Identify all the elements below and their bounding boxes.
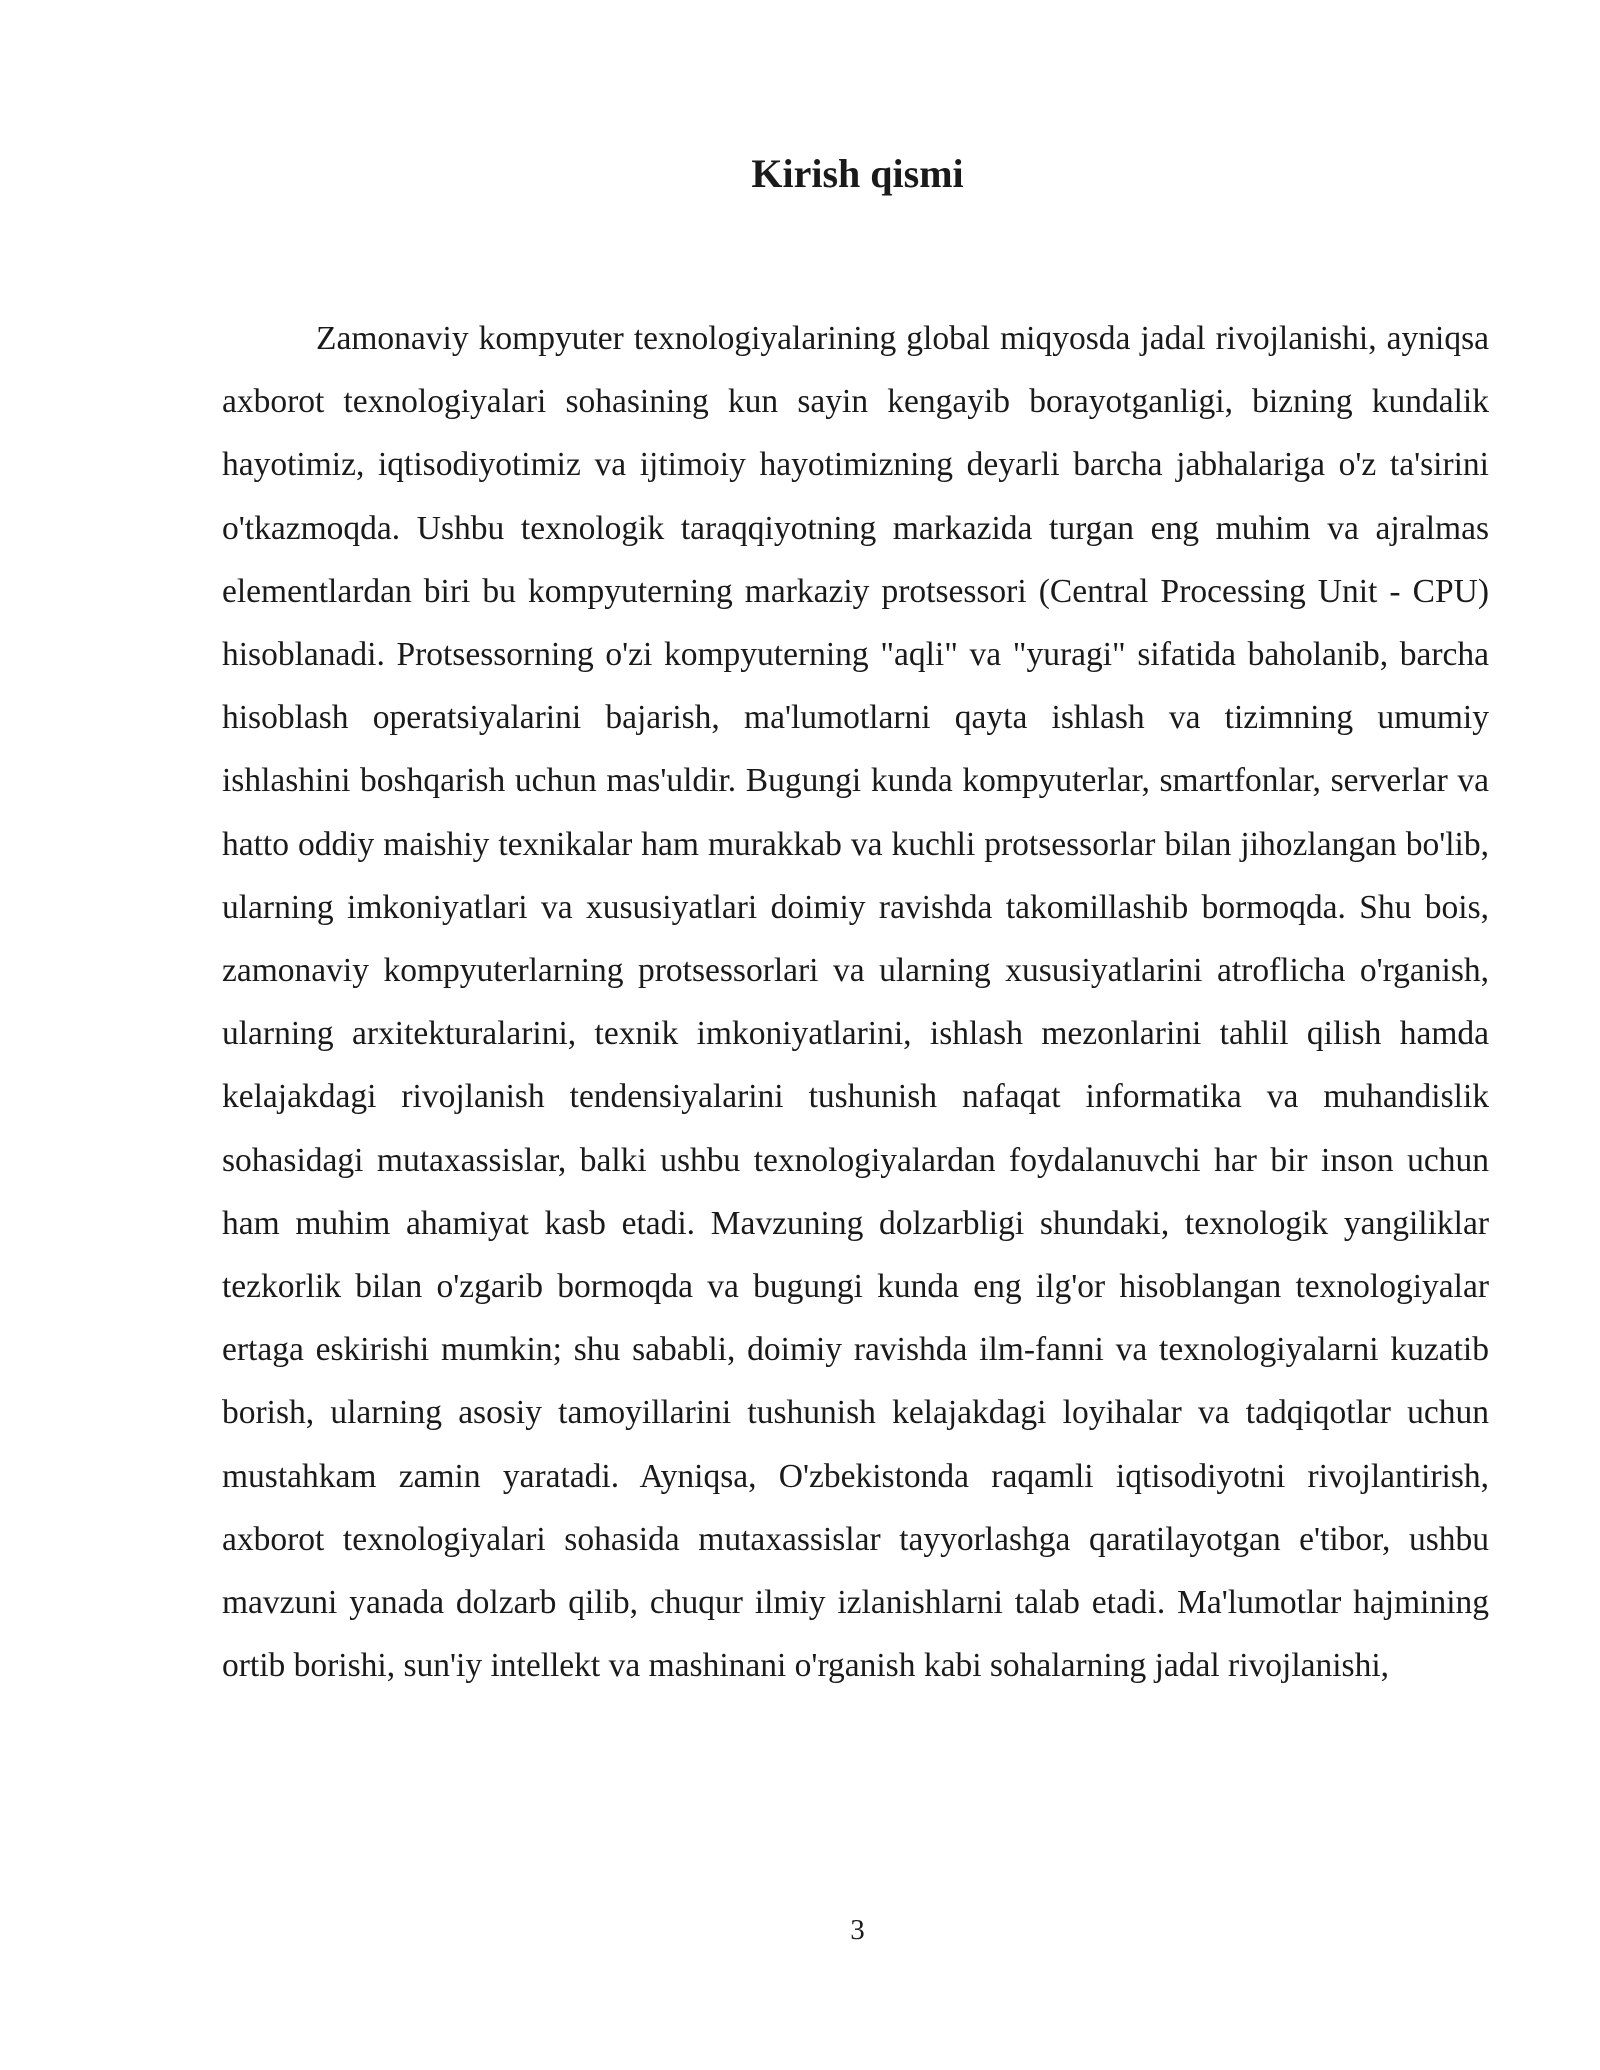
page-title: Kirish qismi (751, 151, 964, 196)
body-paragraph: Zamonaviy kompyuter texnologiyalarining global miqyosda jadal rivojlanishi, ayniqsa axborot texnologiyalari sohasining kun sayin kengayib borayotganligi, bizning kundalik hayotimiz, iqtisodiyotimiz va ijtimoiy hayotimizning deyarli barcha jabhalariga o'z ta'sirini o'tkazmoqda. Ushbu texnologik taraqqiyotning markazida turgan eng muhim va ajralmas elementlardan biri bu kompyuterning markaziy protsessori (Central Processing Unit - CPU) hisoblanadi. Protsessorning o'zi kompyuterning "aqli" va "yuragi" sifatida baholanib, barcha hisoblash operatsiyalarini bajarish, ma'lumotlarni qayta ishlash va tizimning umumiy ishlashini boshqarish uchun mas'uldir. Bugungi kunda kompyuterlar, smartfonlar, serverlar va hatto oddiy maishiy texnikalar ham murakkab va kuchli protsessorlar bilan jihozlangan bo'lib, ularning imkoniyatlari va xususiyatlari doimiy ravishda takomillashib bormoqda. Shu bois, zamonaviy kompyuterlarning protsessorlari va ularning xususiyatlarini atroflicha o'rganish, ularning arxitekturalarini, texnik imkoniyatlarini, ishlash mezonlarini tahlil qilish hamda kelajakdagi rivojlanish tendensiyalarini tushunish nafaqat informatika va muhandislik sohasidagi mutaxassislar, balki ushbu texnologiyalardan foydalanuvchi har bir inson uchun ham muhim ahamiyat kasb etadi. Mavzuning dolzarbligi shundaki, texnologik yangiliklar tezkorlik bilan o'zgarib bormoqda va bugungi kunda eng ilg'or hisoblangan texnologiyalar ertaga eskirishi mumkin; shu sababli, doimiy ravishda ilm-fanni va texnologiyalarni kuzatib borish, ularning asosiy tamoyillarini tushunish kelajakdagi loyihalar va tadqiqotlar uchun mustahkam zamin yaratadi. Ayniqsa, O'zbekistonda raqamli iqtisodiyotni rivojlantirish, axborot texnologiyalari sohasida mutaxassislar tayyorlashga qaratilayotgan e'tibor, ushbu mavzuni yanada dolzarb qilib, chuqur ilmiy izlanishlarni talab etadi. Ma'lumotlar hajmining ortib borishi, sun'iy intellekt va mashinani o'rganish kabi sohalarning jadal rivojlanishi, (222, 320, 1489, 1685)
page-number: 3 (850, 1914, 865, 1946)
